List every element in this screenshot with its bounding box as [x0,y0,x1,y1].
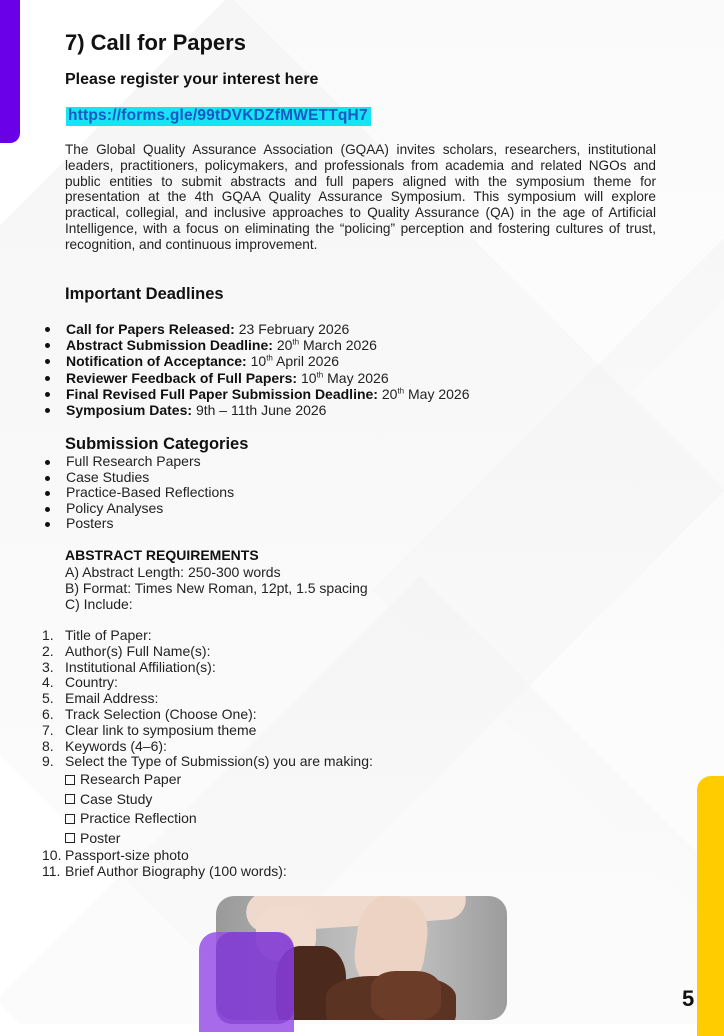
deadline-date-rest: March 2026 [299,337,377,354]
item-number: 8. [42,737,54,754]
item-number: 2. [42,642,54,659]
checkbox-label: Research Paper [80,771,182,788]
include-item [42,739,373,755]
page-number: 5 [682,986,695,1011]
checkbox-poster[interactable] [65,829,373,849]
item-number: 3. [42,658,54,675]
item-number: 11. [42,862,61,879]
item-text: Clear link to symposium theme [65,721,257,738]
deadline-item [43,353,469,369]
abstract-requirements [65,564,368,613]
item-text: Email Address: [65,690,159,707]
category-item: Case Studies [43,470,234,486]
deadline-date-rest: May 2026 [323,369,389,386]
deadline-label: Abstract Submission Deadline: [66,337,273,354]
item-number: 4. [42,674,54,691]
register-subtitle: Please register your interest here [65,71,319,88]
deadline-item [43,321,469,337]
deadline-item [43,337,469,353]
item-text: Select the Type of Submission(s) you are making: [65,753,373,770]
checkbox-icon [65,833,75,843]
checkbox-icon [65,814,75,824]
abstract-requirement-line: A) Abstract Length: 250-300 words [65,564,281,580]
abstract-requirement-line: C) Include: [65,596,133,613]
purple-overlay-shape-inner [216,932,294,1024]
deadline-date-rest: February 2026 [254,321,350,337]
item-text: Author(s) Full Name(s): [65,642,211,659]
item-text: Country: [65,674,118,691]
photo-hand [371,971,441,1020]
category-item: Practice-Based Reflections [43,485,234,501]
categories-heading: Submission Categories [65,435,249,453]
include-item [42,691,373,707]
purple-accent-bar [0,0,20,143]
deadline-label: Call for Papers Released: [66,321,235,337]
checkbox-practice-reflection[interactable] [65,809,373,829]
deadline-day: 10 [300,369,317,386]
checkbox-icon [65,775,75,785]
deadline-day-suffix: th [316,369,324,379]
deadline-date-rest: April 2026 [272,353,340,370]
deadlines-heading: Important Deadlines [65,285,224,303]
item-text: Keywords (4–6): [65,737,167,754]
deadline-label: Final Revised Full Paper Submission Deadline: [66,385,378,402]
checkbox-label: Poster [80,829,121,846]
deadline-item [43,402,469,418]
deadline-day-suffix: th [397,386,405,396]
include-item [42,707,373,723]
abstract-requirement-line: B) Format: Times New Roman, 12pt, 1.5 spacing [65,580,368,597]
intro-paragraph: The Global Quality Assurance Association (GQAA) invites scholars, researchers, institutional leaders, practitioners, policymakers, and professionals from academia and related NGOs and public entities to submit abstracts and full papers aligned with the symposium theme for presentation at the 4th GQAA Quality Assurance Symposium. This symposium will explore practical, collegial, and inclusive approaches to Quality Assurance (QA) in the age of Artificial Intelligence, with a focus on eliminating the “policing” perception and fostering cultures of trust, recognition, and continuous improvement. [65,142,656,252]
item-number: 10. [42,847,62,864]
checkbox-label: Practice Reflection [80,810,197,827]
checkbox-case-study[interactable] [65,790,373,810]
include-item [42,675,373,691]
checkbox-label: Case Study [80,790,153,807]
item-number: 1. [42,627,54,643]
category-item: Posters [43,516,234,532]
item-text: Brief Author Biography (100 words): [65,862,287,879]
deadline-day: 10 [250,353,267,370]
abstract-requirements-heading: ABSTRACT REQUIREMENTS [65,547,259,563]
deadline-date-rest: June 2026 [257,402,327,419]
page-title: 7) Call for Papers [65,30,246,55]
submission-type-checkboxes [42,770,373,848]
item-number: 6. [42,705,54,722]
deadline-item [43,386,469,402]
item-number: 7. [42,721,54,738]
categories-list [43,454,234,532]
category-item: Policy Analyses [43,501,234,517]
include-item [42,628,373,644]
deadlines-list [43,321,469,418]
deadline-item [43,370,469,386]
deadline-day: 20 [276,337,293,354]
deadline-label: Reviewer Feedback of Full Papers: [66,369,298,386]
item-text: Passport-size photo [65,847,189,864]
item-number: 5. [42,690,54,707]
deadline-date-rest: May 2026 [404,385,470,402]
include-item [42,723,373,739]
deadline-label: Symposium Dates: [66,402,193,419]
deadline-day: 23 [238,321,255,337]
registration-link[interactable]: https://forms.gle/99tDVKDZfMWETTqH7 [66,107,371,126]
checkbox-research-paper[interactable] [65,770,373,790]
yellow-accent-bar [697,776,724,1036]
deadline-day: 20 [381,385,398,402]
item-text: Title of Paper: [65,627,152,643]
deadline-day: 9th – 11th [195,402,258,419]
include-item [42,848,373,864]
item-number: 9. [42,753,54,770]
item-text: Institutional Affiliation(s): [65,658,216,675]
deadline-day-suffix: th [266,353,273,363]
item-text: Track Selection (Choose One): [65,705,257,722]
deadline-day-suffix: th [292,337,300,347]
include-item [42,644,373,660]
include-item [42,660,373,676]
include-item [42,864,373,880]
category-item: Full Research Papers [43,454,234,470]
include-item [42,754,373,770]
deadline-label: Notification of Acceptance: [66,353,247,370]
checkbox-icon [65,794,75,804]
include-list [42,628,373,880]
